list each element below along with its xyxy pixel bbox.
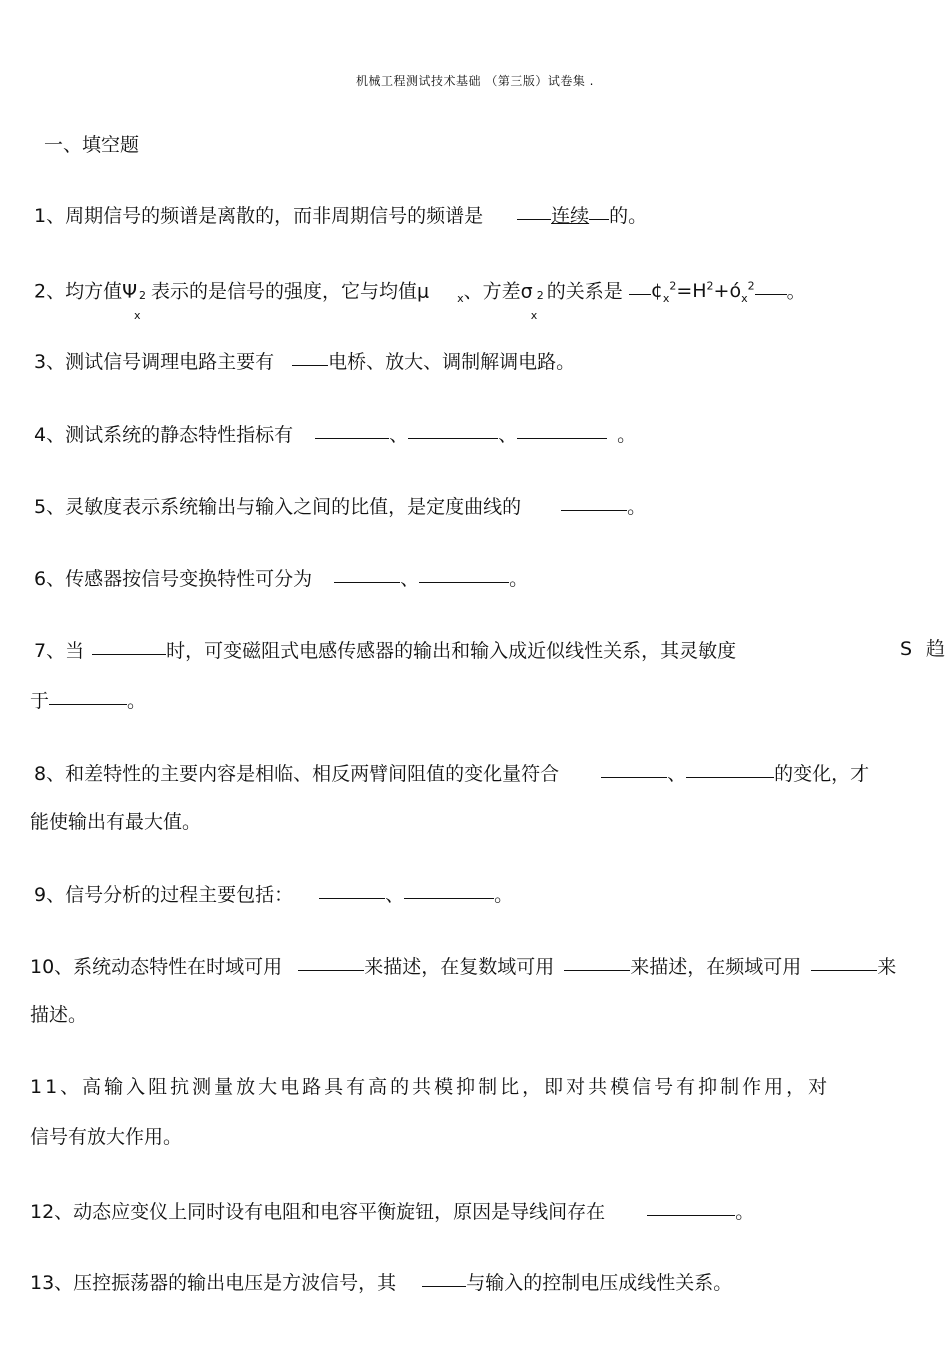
blank: [422, 1266, 466, 1287]
blank: [408, 418, 498, 439]
answer-text: 连续: [551, 205, 590, 227]
blank: [404, 878, 494, 899]
blank: [629, 274, 651, 295]
blank: [601, 757, 667, 778]
section-title: 一、填空题: [44, 134, 140, 156]
blank: [686, 757, 774, 778]
question-8: 8、和差特性的主要内容是相临、相反两臂间阻值的变化量符合 、 的变化，才: [34, 759, 869, 787]
question-10: 10、系统动态特性在时域可用 来描述，在复数域可用 来描述，在频域可用 来: [30, 952, 896, 980]
question-11: 11、高输入阻抗测量放大电路具有高的共模抑制比，即对共模信号有抑制作用，对: [30, 1076, 831, 1098]
blank: [564, 950, 630, 971]
question-7-cont: 于 。: [30, 686, 146, 714]
blank: [49, 684, 127, 705]
question-9: 9、信号分析的过程主要包括： 、 。: [34, 880, 513, 908]
blank: [517, 199, 551, 220]
question-12: 12、动态应变仪上同时设有电阻和电容平衡旋钮，原因是导线间存在 。: [30, 1197, 754, 1225]
page-header: 机械工程测试技术基础 （第三版）试卷集 .: [356, 74, 594, 88]
question-7: 7、当 时，可变磁阻式电感传感器的输出和输入成近似线性关系，其灵敏度 S 趋: [34, 636, 914, 664]
question-10-cont: 描述。: [30, 1004, 88, 1026]
blank: [647, 1195, 735, 1216]
answer-text: 电桥、放大、调制解调电路。: [328, 351, 576, 373]
question-4: 4、测试系统的静态特性指标有 、 、 。: [34, 420, 636, 448]
question-6: 6、传感器按信号变换特性可分为 、 。: [34, 564, 528, 592]
question-11-cont: 信号有放大作用。: [30, 1126, 183, 1148]
blank: [811, 950, 877, 971]
blank: [315, 418, 389, 439]
question-3: 3、测试信号调理电路主要有 电桥、放大、调制解调电路。: [34, 347, 575, 375]
blank: [561, 490, 627, 511]
sensitivity-symbol: S: [900, 638, 913, 660]
question-2: 2、均方值Ψ 2 x 表示的是信号的强度，它与均值μ $_x$、方差σ 2 x 的关系是 $¢_x^2=H^2+ó_x^2$ 。: [34, 274, 806, 312]
blank: [92, 634, 166, 655]
blank: [319, 878, 385, 899]
question-13: 13、压控振荡器的输出电压是方波信号，其 与输入的控制电压成线性关系。: [30, 1268, 732, 1296]
blank: [755, 274, 787, 295]
question-8-cont: 能使输出有最大值。: [30, 811, 202, 833]
blank: [334, 562, 400, 583]
blank: [292, 345, 328, 366]
question-1: 1、周期信号的频谱是离散的，而非周期信号的频谱是 连续 的。: [34, 201, 647, 229]
blank: [589, 199, 609, 220]
blank: [298, 950, 364, 971]
question-5: 5、灵敏度表示系统输出与输入之间的比值，是定度曲线的 。: [34, 492, 646, 520]
blank: [517, 418, 607, 439]
blank: [419, 562, 509, 583]
answer-formula: $¢_x^2=H^2+ó_x^2$: [650, 280, 755, 306]
